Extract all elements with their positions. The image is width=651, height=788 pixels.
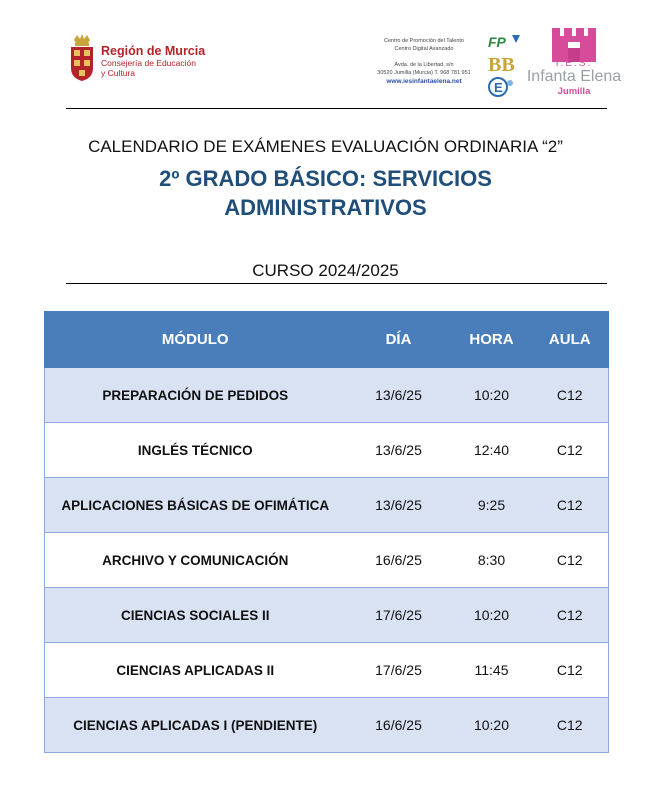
cell-aula: C12 [556, 387, 583, 403]
cell-aula: C12 [556, 497, 583, 513]
header-aula: AULA [532, 312, 609, 368]
program-title [0, 164, 651, 222]
header-hora: HORA [452, 312, 532, 368]
cell-dia: 13/6/25 [375, 387, 422, 403]
svg-text:E: E [494, 80, 503, 95]
cell-hora: 10:20 [473, 717, 510, 733]
program-title-line1: 2º GRADO BÁSICO: SERVICIOS [159, 166, 492, 191]
center-line1: Centro de Promoción del Talento [383, 38, 464, 44]
region-name: Región de Murcia [101, 44, 206, 58]
website-link[interactable]: www.iesinfantaelena.net [386, 78, 462, 85]
cell-dia: 16/6/25 [375, 717, 422, 733]
cell-aula: C12 [556, 552, 583, 568]
cell-aula: C12 [556, 662, 583, 678]
cell-hora: 11:45 [474, 662, 509, 678]
cell-aula: C12 [556, 717, 583, 733]
cell-dia: 16/6/25 [375, 552, 422, 568]
ies-town: Jumilla [557, 86, 591, 97]
cell-hora: 10:20 [473, 387, 510, 403]
cell-modulo: CIENCIAS SOCIALES II [120, 607, 270, 623]
address-line1: Avda. de la Libertad, s/n [394, 62, 454, 68]
region-murcia-text [101, 45, 205, 78]
center-info [360, 37, 488, 87]
cell-dia: 13/6/25 [375, 497, 422, 513]
cell-dia: 17/6/25 [375, 607, 422, 623]
region-sub2: y Cultura [101, 68, 136, 78]
ies-name: Infanta Elena [526, 68, 622, 85]
course-divider [66, 283, 607, 284]
table-row [45, 698, 609, 753]
table-row [45, 423, 609, 478]
address-line2: 30520 Jumilla (Murcia) T. 968 781 951 [377, 70, 471, 76]
cell-hora: 9:25 [477, 497, 506, 513]
cell-hora: 12:40 [473, 442, 510, 458]
header-divider [66, 108, 607, 109]
region-murcia-crest-icon [68, 34, 96, 82]
table-header-row [45, 312, 609, 368]
svg-text:BB: BB [488, 54, 515, 76]
cell-modulo: ARCHIVO Y COMUNICACIÓN [102, 552, 289, 568]
header-modulo: MÓDULO [45, 312, 346, 368]
cell-modulo: PREPARACIÓN DE PEDIDOS [102, 387, 289, 403]
fp-program-logos-icon [486, 33, 522, 99]
table-row [45, 588, 609, 643]
exam-schedule-table [44, 311, 609, 753]
calendar-title: CALENDARIO DE EXÁMENES EVALUACIÓN ORDINARIA “2” [88, 137, 563, 156]
cell-modulo: CIENCIAS APLICADAS II [116, 662, 275, 678]
page-header [0, 0, 651, 110]
table-row [45, 643, 609, 698]
region-sub1: Consejería de Educación [101, 58, 196, 68]
ies-logo [522, 28, 626, 102]
ies-castle-icon [552, 28, 596, 62]
course-year: CURSO 2024/2025 [252, 261, 399, 280]
cell-aula: C12 [556, 607, 583, 623]
program-title-line2: ADMINISTRATIVOS [224, 195, 427, 220]
cell-dia: 13/6/25 [375, 442, 422, 458]
cell-modulo: APLICACIONES BÁSICAS DE OFIMÁTICA [61, 497, 330, 513]
center-line2: Centro Digital Avanzado [394, 46, 454, 52]
cell-dia: 17/6/25 [375, 662, 422, 678]
table-row [45, 368, 609, 423]
cell-aula: C12 [556, 442, 583, 458]
header-dia: DÍA [346, 312, 452, 368]
ies-label: I.E.S. [555, 58, 593, 69]
cell-hora: 8:30 [477, 552, 506, 568]
svg-text:FP: FP [488, 34, 506, 50]
table-row [45, 533, 609, 588]
cell-modulo: INGLÉS TÉCNICO [137, 442, 253, 458]
table-row [45, 478, 609, 533]
cell-modulo: CIENCIAS APLICADAS I (PENDIENTE) [73, 717, 318, 733]
cell-hora: 10:20 [473, 607, 510, 623]
